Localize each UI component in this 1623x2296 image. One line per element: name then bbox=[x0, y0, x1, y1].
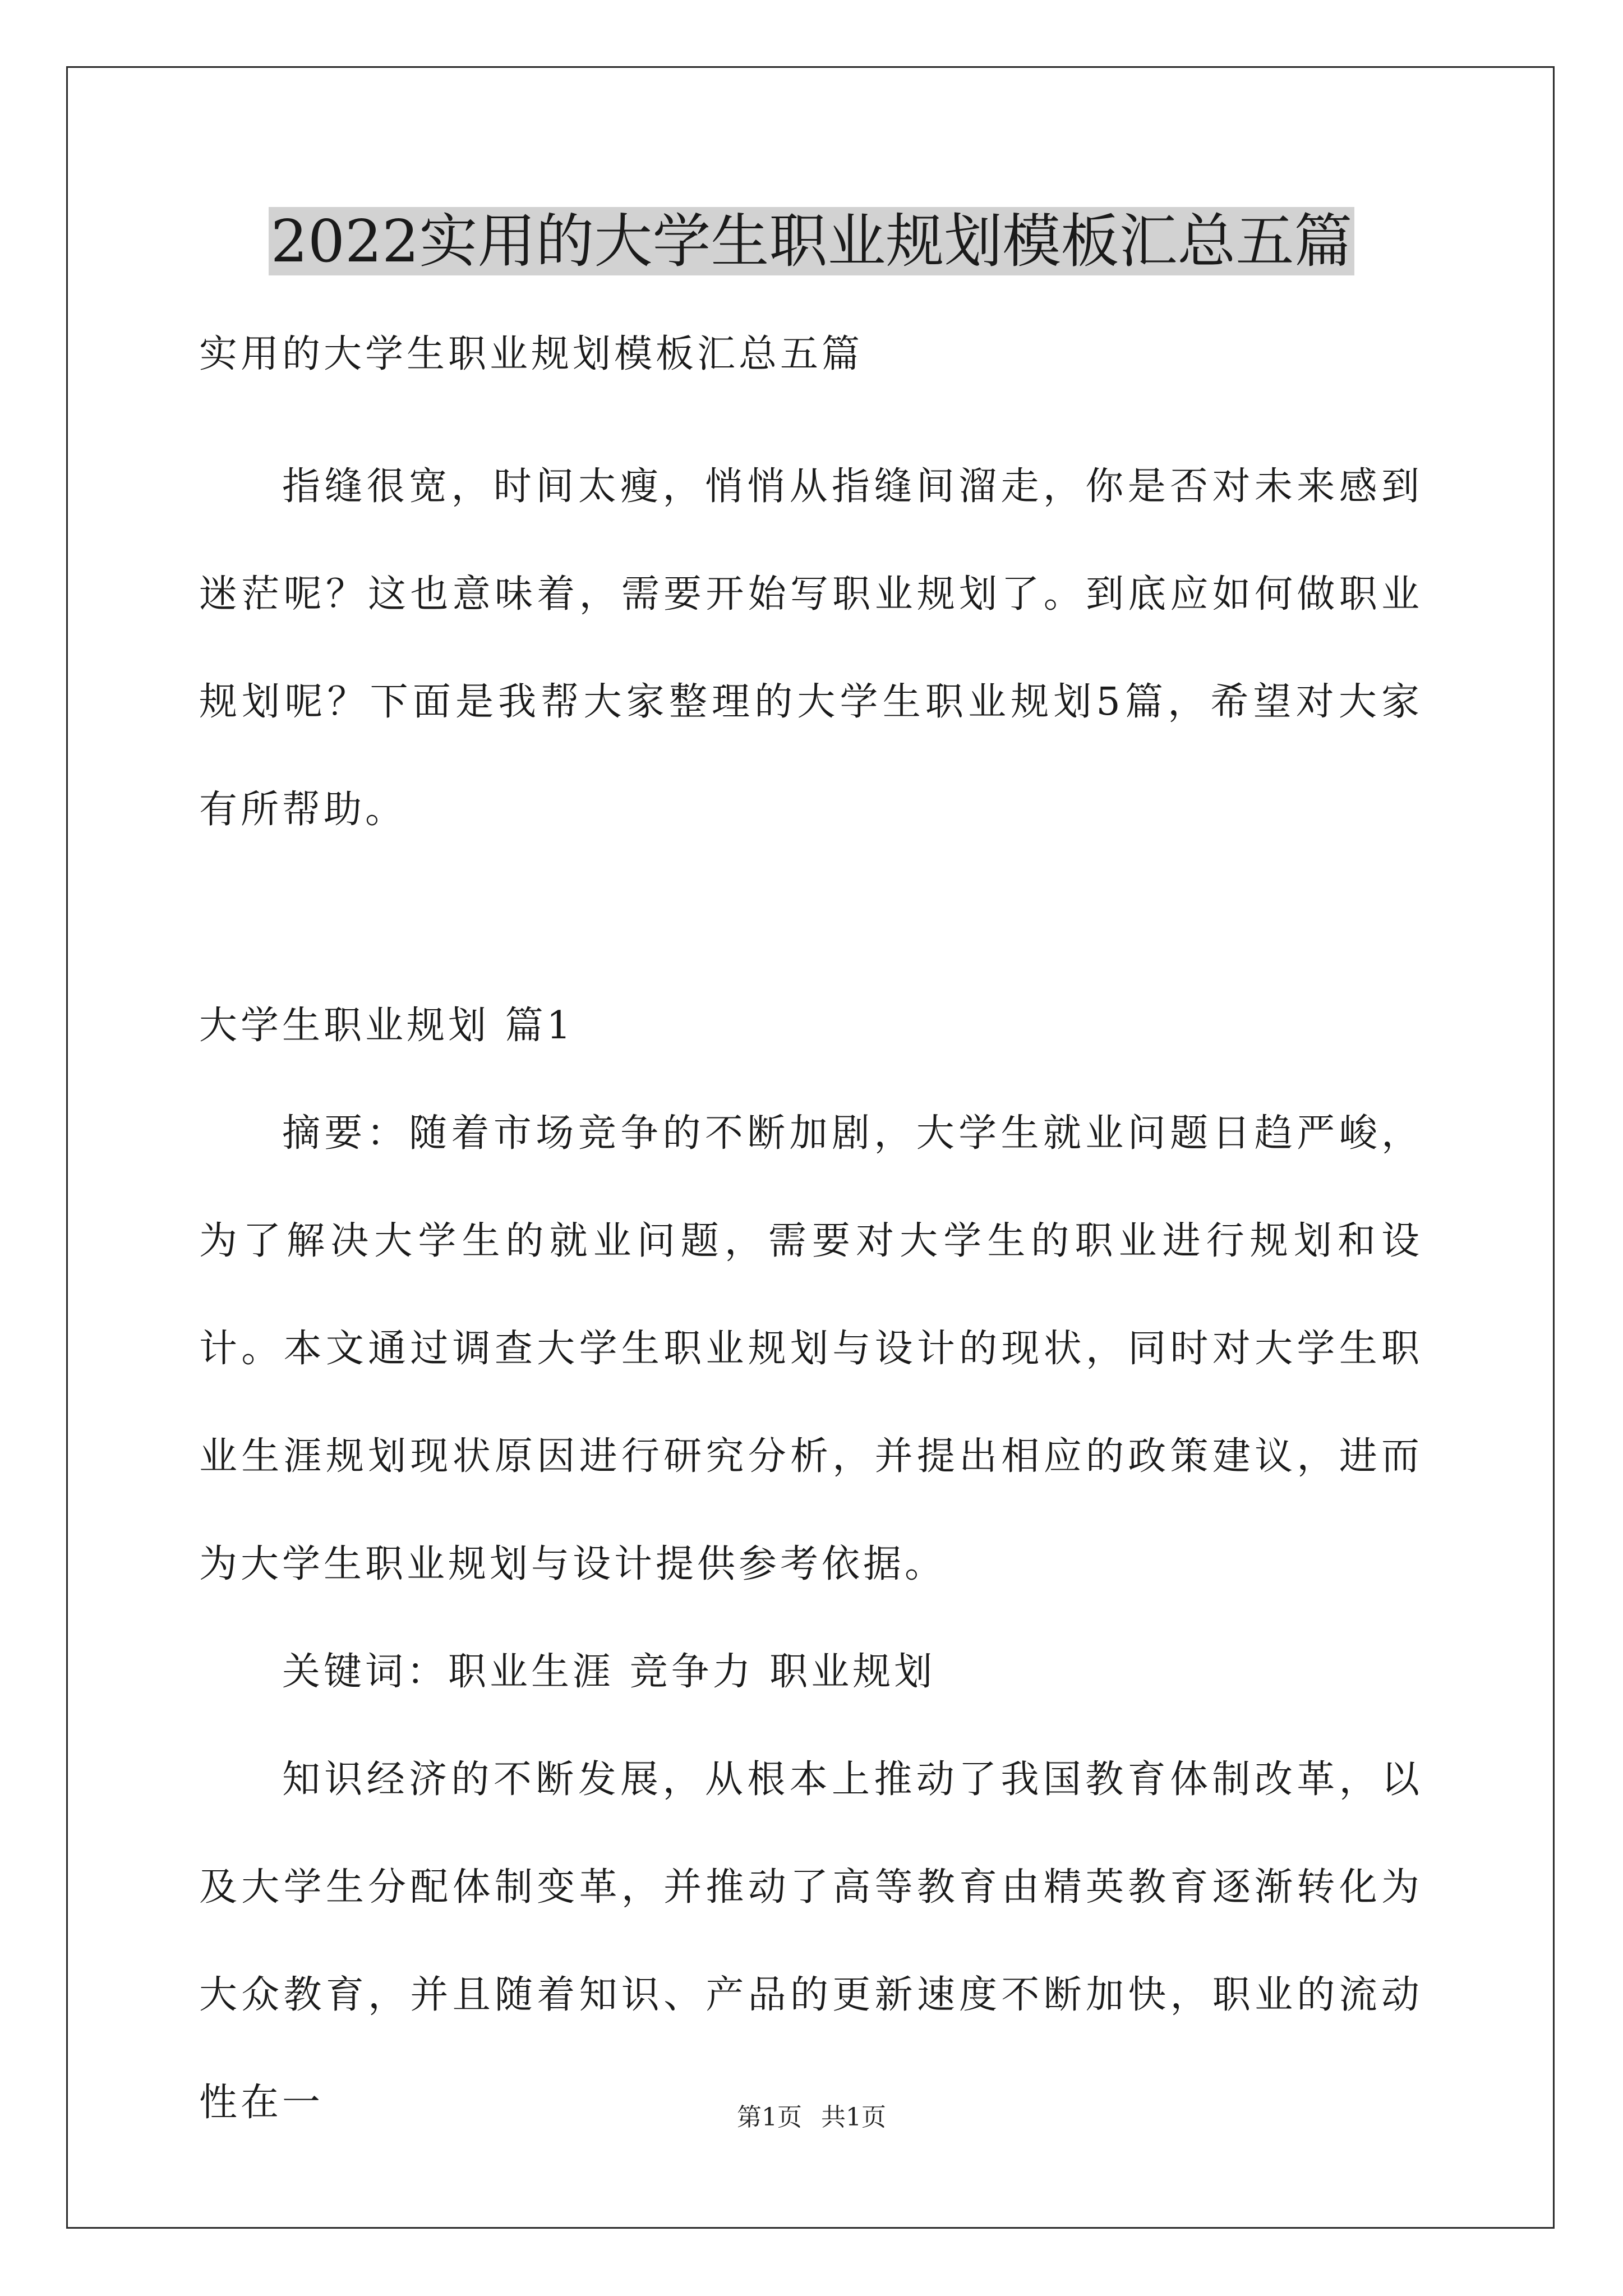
title-text: 2022实用的大学生职业规划模板汇总五篇 bbox=[269, 207, 1355, 275]
page-total: 共1页 bbox=[821, 2103, 886, 2132]
abstract-paragraph: 摘要：随着市场竞争的不断加剧，大学生就业问题日趋严峻，为了解决大学生的就业问题，需要对大学生的职业进行规划和设计。本文通过调查大学生职业规划与设计的现状，同时对大学生职业生涯规划现状原因进行研究分析，并提出相应的政策建议，进而为大学生职业规划与设计提供参考依据。 bbox=[199, 1111, 1423, 1586]
section-heading: 大学生职业规划 篇1 bbox=[199, 1004, 574, 1048]
page-number: 第1页 bbox=[737, 2103, 802, 2132]
body-paragraph: 知识经济的不断发展，从根本上推动了我国教育体制改革，以及大学生分配体制变革，并推动了高等教育由精英教育逐渐转化为大众教育，并且随着知识、产品的更新速度不断加快，职业的流动性在一 bbox=[199, 1757, 1423, 2125]
intro-paragraph: 指缝很宽，时间太瘦，悄悄从指缝间溜走，你是否对未来感到迷茫呢？这也意味着，需要开始写职业规划了。到底应如何做职业规划呢？下面是我帮大家整理的大学生职业规划5篇，希望对大家有所帮助。 bbox=[199, 464, 1423, 832]
document-title bbox=[0, 199, 1623, 283]
page-footer bbox=[0, 2101, 1623, 2134]
keywords-line: 关键词：职业生涯 竞争力 职业规划 bbox=[282, 1650, 936, 1694]
subtitle: 实用的大学生职业规划模板汇总五篇 bbox=[199, 332, 864, 376]
